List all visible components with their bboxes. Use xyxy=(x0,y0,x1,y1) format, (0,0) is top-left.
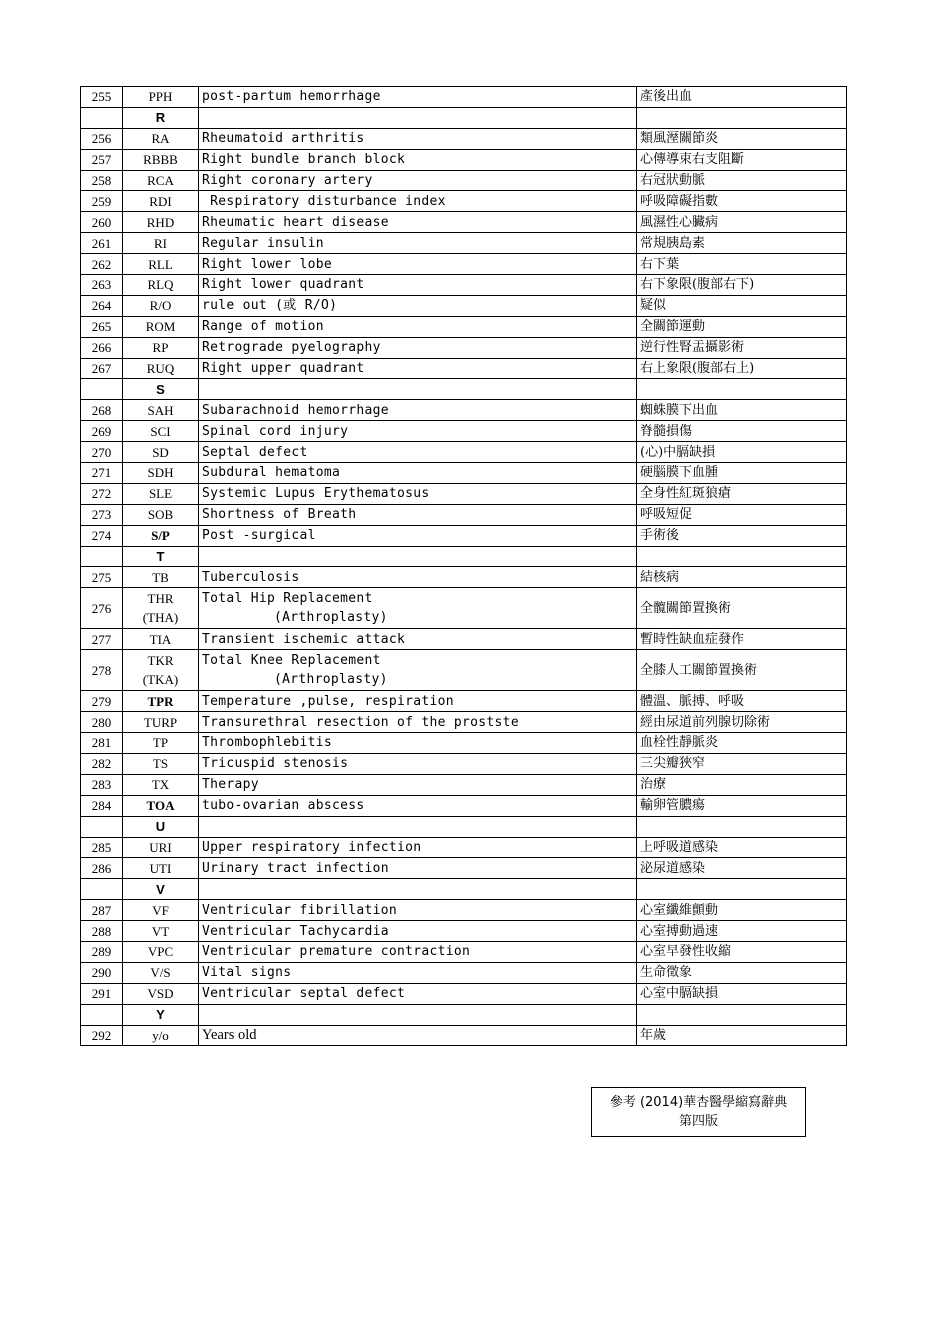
table-row xyxy=(81,191,847,212)
entry-number: 260 xyxy=(81,212,123,233)
table-row xyxy=(81,316,847,337)
table-row xyxy=(81,650,847,691)
abbreviation-line-1: THR xyxy=(147,591,174,607)
entry-chinese: 脊髓損傷 xyxy=(637,421,847,442)
table-row xyxy=(81,504,847,525)
entry-chinese: 上呼吸道感染 xyxy=(637,837,847,858)
table-row xyxy=(81,1025,847,1046)
reference-note xyxy=(591,1087,806,1137)
entry-chinese: 結核病 xyxy=(637,567,847,588)
entry-abbreviation: URI xyxy=(123,837,199,858)
table-row xyxy=(81,941,847,962)
entry-chinese: 風濕性心臟病 xyxy=(637,212,847,233)
entry-chinese: 手術後 xyxy=(637,525,847,546)
section-zh-cell xyxy=(637,107,847,128)
table-row xyxy=(81,149,847,170)
entry-chinese: 右下象限(腹部右下) xyxy=(637,275,847,296)
entry-number: 265 xyxy=(81,316,123,337)
entry-abbreviation: SOB xyxy=(123,504,199,525)
entry-english: Ventricular Tachycardia xyxy=(199,921,637,942)
entry-english: Post -surgical xyxy=(199,525,637,546)
section-header-row xyxy=(81,1004,847,1025)
entry-number: 256 xyxy=(81,128,123,149)
entry-english: Rheumatic heart disease xyxy=(199,212,637,233)
section-letter: V xyxy=(123,879,199,900)
table-row xyxy=(81,254,847,275)
entry-chinese: 全膝人工關節置換術 xyxy=(637,650,847,691)
entry-english: Thrombophlebitis xyxy=(199,733,637,754)
entry-english: Subdural hematoma xyxy=(199,463,637,484)
entry-english: Systemic Lupus Erythematosus xyxy=(199,483,637,504)
entry-number: 269 xyxy=(81,421,123,442)
section-letter: Y xyxy=(123,1004,199,1025)
entry-number: 255 xyxy=(81,87,123,108)
table-row xyxy=(81,295,847,316)
entry-abbreviation: RLQ xyxy=(123,275,199,296)
table-row xyxy=(81,753,847,774)
entry-abbreviation: RCA xyxy=(123,170,199,191)
table-row xyxy=(81,774,847,795)
section-en-cell xyxy=(199,879,637,900)
entry-english: Range of motion xyxy=(199,316,637,337)
entry-abbreviation: TURP xyxy=(123,712,199,733)
entry-chinese: 右下葉 xyxy=(637,254,847,275)
entry-number: 259 xyxy=(81,191,123,212)
entry-abbreviation: RHD xyxy=(123,212,199,233)
reference-line-1: 參考 (2014)華杏醫學縮寫辭典 xyxy=(609,1095,788,1110)
table-row xyxy=(81,337,847,358)
entry-number: 282 xyxy=(81,753,123,774)
entry-number: 257 xyxy=(81,149,123,170)
entry-english: Upper respiratory infection xyxy=(199,837,637,858)
entry-abbreviation xyxy=(123,588,199,629)
entry-chinese: 體溫、脈搏、呼吸 xyxy=(637,691,847,712)
english-line-1: Total Knee Replacement xyxy=(202,653,381,669)
entry-abbreviation: VT xyxy=(123,921,199,942)
entry-chinese: 全身性紅斑狼瘡 xyxy=(637,483,847,504)
section-letter: U xyxy=(123,816,199,837)
table-row xyxy=(81,712,847,733)
entry-chinese: 血栓性靜脈炎 xyxy=(637,733,847,754)
entry-english: Years old xyxy=(199,1025,637,1046)
entry-abbreviation: RBBB xyxy=(123,149,199,170)
abbreviation-line-2: (TKA) xyxy=(142,672,179,688)
entry-chinese: 右冠狀動脈 xyxy=(637,170,847,191)
entry-chinese: 右上象限(腹部右上) xyxy=(637,358,847,379)
entry-english: Septal defect xyxy=(199,442,637,463)
entry-number: 288 xyxy=(81,921,123,942)
section-en-cell xyxy=(199,1004,637,1025)
entry-abbreviation: RDI xyxy=(123,191,199,212)
table-row xyxy=(81,795,847,816)
entry-chinese: 疑似 xyxy=(637,295,847,316)
entry-abbreviation: RA xyxy=(123,128,199,149)
entry-number: 280 xyxy=(81,712,123,733)
section-header-row xyxy=(81,546,847,567)
entry-chinese: (心)中膈缺損 xyxy=(637,442,847,463)
table-row xyxy=(81,900,847,921)
entry-number: 275 xyxy=(81,567,123,588)
table-row xyxy=(81,691,847,712)
section-header-row xyxy=(81,879,847,900)
section-num-cell xyxy=(81,379,123,400)
section-zh-cell xyxy=(637,879,847,900)
entry-chinese: 呼吸短促 xyxy=(637,504,847,525)
entry-number: 278 xyxy=(81,650,123,691)
reference-line-2: 第四版 xyxy=(678,1114,718,1129)
entry-abbreviation: SAH xyxy=(123,400,199,421)
entry-number: 281 xyxy=(81,733,123,754)
entry-abbreviation: TIA xyxy=(123,629,199,650)
entry-number: 272 xyxy=(81,483,123,504)
entry-english: Transurethral resection of the prostste xyxy=(199,712,637,733)
section-num-cell xyxy=(81,816,123,837)
entry-abbreviation: TS xyxy=(123,753,199,774)
english-line-2: (Arthroplasty) xyxy=(274,672,388,688)
entry-abbreviation: SD xyxy=(123,442,199,463)
entry-abbreviation: TX xyxy=(123,774,199,795)
entry-abbreviation: TP xyxy=(123,733,199,754)
entry-chinese: 全髖關節置換術 xyxy=(637,588,847,629)
entry-number: 285 xyxy=(81,837,123,858)
table-body xyxy=(81,87,847,1046)
section-header-row xyxy=(81,107,847,128)
entry-number: 261 xyxy=(81,233,123,254)
entry-chinese: 心室中膈缺損 xyxy=(637,983,847,1004)
table-row xyxy=(81,212,847,233)
entry-abbreviation: ROM xyxy=(123,316,199,337)
entry-chinese: 呼吸障礙指數 xyxy=(637,191,847,212)
entry-english: rule out (或 R/O) xyxy=(199,295,637,316)
entry-number: 271 xyxy=(81,463,123,484)
entry-english: Right coronary artery xyxy=(199,170,637,191)
entry-abbreviation: SDH xyxy=(123,463,199,484)
entry-abbreviation: VPC xyxy=(123,941,199,962)
table-row xyxy=(81,983,847,1004)
entry-english: Respiratory disturbance index xyxy=(199,191,637,212)
table-row xyxy=(81,358,847,379)
entry-number: 270 xyxy=(81,442,123,463)
entry-chinese: 心室早發性收縮 xyxy=(637,941,847,962)
section-zh-cell xyxy=(637,816,847,837)
table-row xyxy=(81,837,847,858)
entry-number: 262 xyxy=(81,254,123,275)
entry-chinese: 常規胰島素 xyxy=(637,233,847,254)
table-row xyxy=(81,567,847,588)
entry-abbreviation: RLL xyxy=(123,254,199,275)
entry-number: 279 xyxy=(81,691,123,712)
table-row xyxy=(81,87,847,108)
entry-number: 273 xyxy=(81,504,123,525)
entry-abbreviation: UTI xyxy=(123,858,199,879)
english-line-2: (Arthroplasty) xyxy=(274,610,388,626)
abbreviation-line-1: TKR xyxy=(147,653,174,669)
entry-english: Ventricular premature contraction xyxy=(199,941,637,962)
entry-english xyxy=(199,650,637,691)
entry-chinese: 暫時性缺血症發作 xyxy=(637,629,847,650)
entry-abbreviation: V/S xyxy=(123,962,199,983)
entry-number: 264 xyxy=(81,295,123,316)
table-row xyxy=(81,483,847,504)
table-row xyxy=(81,525,847,546)
abbreviation-table xyxy=(80,86,847,1046)
entry-number: 268 xyxy=(81,400,123,421)
entry-chinese: 治療 xyxy=(637,774,847,795)
entry-abbreviation: SCI xyxy=(123,421,199,442)
table-row xyxy=(81,921,847,942)
entry-chinese: 逆行性腎盂攝影術 xyxy=(637,337,847,358)
entry-abbreviation: VSD xyxy=(123,983,199,1004)
section-letter: S xyxy=(123,379,199,400)
entry-english: Therapy xyxy=(199,774,637,795)
entry-english: Vital signs xyxy=(199,962,637,983)
table-row xyxy=(81,733,847,754)
entry-english: Right lower lobe xyxy=(199,254,637,275)
table-row xyxy=(81,442,847,463)
entry-abbreviation: S/P xyxy=(123,525,199,546)
entry-number: 277 xyxy=(81,629,123,650)
entry-number: 289 xyxy=(81,941,123,962)
table-row xyxy=(81,233,847,254)
entry-abbreviation: TPR xyxy=(123,691,199,712)
entry-chinese: 類風溼關節炎 xyxy=(637,128,847,149)
entry-abbreviation xyxy=(123,650,199,691)
table-row xyxy=(81,858,847,879)
section-zh-cell xyxy=(637,546,847,567)
section-en-cell xyxy=(199,107,637,128)
table-row xyxy=(81,275,847,296)
table-row xyxy=(81,962,847,983)
entry-english: Right upper quadrant xyxy=(199,358,637,379)
section-letter: T xyxy=(123,546,199,567)
entry-english: Subarachnoid hemorrhage xyxy=(199,400,637,421)
section-en-cell xyxy=(199,379,637,400)
entry-number: 290 xyxy=(81,962,123,983)
entry-english: tubo-ovarian abscess xyxy=(199,795,637,816)
entry-chinese: 蜘蛛膜下出血 xyxy=(637,400,847,421)
entry-number: 291 xyxy=(81,983,123,1004)
entry-english xyxy=(199,588,637,629)
entry-chinese: 泌尿道感染 xyxy=(637,858,847,879)
section-header-row xyxy=(81,816,847,837)
entry-abbreviation: RP xyxy=(123,337,199,358)
entry-english: post-partum hemorrhage xyxy=(199,87,637,108)
table-row xyxy=(81,588,847,629)
section-num-cell xyxy=(81,546,123,567)
section-zh-cell xyxy=(637,379,847,400)
entry-number: 286 xyxy=(81,858,123,879)
entry-number: 266 xyxy=(81,337,123,358)
entry-chinese: 硬腦膜下血腫 xyxy=(637,463,847,484)
entry-english: Shortness of Breath xyxy=(199,504,637,525)
entry-chinese: 產後出血 xyxy=(637,87,847,108)
entry-chinese: 經由尿道前列腺切除術 xyxy=(637,712,847,733)
entry-number: 274 xyxy=(81,525,123,546)
entry-number: 258 xyxy=(81,170,123,191)
table-row xyxy=(81,629,847,650)
entry-english: Rheumatoid arthritis xyxy=(199,128,637,149)
entry-abbreviation: TOA xyxy=(123,795,199,816)
entry-english: Retrograde pyelography xyxy=(199,337,637,358)
section-header-row xyxy=(81,379,847,400)
entry-abbreviation: VF xyxy=(123,900,199,921)
entry-number: 283 xyxy=(81,774,123,795)
entry-english: Right bundle branch block xyxy=(199,149,637,170)
section-en-cell xyxy=(199,816,637,837)
entry-abbreviation: TB xyxy=(123,567,199,588)
entry-chinese: 全關節運動 xyxy=(637,316,847,337)
entry-abbreviation: R/O xyxy=(123,295,199,316)
abbreviation-line-2: (THA) xyxy=(142,610,179,626)
entry-chinese: 輸卵管膿瘍 xyxy=(637,795,847,816)
entry-english: Right lower quadrant xyxy=(199,275,637,296)
entry-english: Tricuspid stenosis xyxy=(199,753,637,774)
entry-chinese: 生命徵象 xyxy=(637,962,847,983)
section-num-cell xyxy=(81,107,123,128)
entry-english: Transient ischemic attack xyxy=(199,629,637,650)
entry-english: Regular insulin xyxy=(199,233,637,254)
entry-english: Urinary tract infection xyxy=(199,858,637,879)
entry-abbreviation: PPH xyxy=(123,87,199,108)
section-num-cell xyxy=(81,879,123,900)
entry-abbreviation: RUQ xyxy=(123,358,199,379)
entry-number: 267 xyxy=(81,358,123,379)
entry-abbreviation: SLE xyxy=(123,483,199,504)
entry-number: 284 xyxy=(81,795,123,816)
section-en-cell xyxy=(199,546,637,567)
entry-english: Spinal cord injury xyxy=(199,421,637,442)
section-zh-cell xyxy=(637,1004,847,1025)
entry-chinese: 心室搏動過速 xyxy=(637,921,847,942)
section-letter: R xyxy=(123,107,199,128)
table-row xyxy=(81,421,847,442)
table-row xyxy=(81,170,847,191)
section-num-cell xyxy=(81,1004,123,1025)
entry-english: Ventricular fibrillation xyxy=(199,900,637,921)
entry-number: 287 xyxy=(81,900,123,921)
entry-chinese: 心傳導束右支阻斷 xyxy=(637,149,847,170)
table-row xyxy=(81,400,847,421)
entry-english: Ventricular septal defect xyxy=(199,983,637,1004)
english-line-1: Total Hip Replacement xyxy=(202,591,373,607)
table-row xyxy=(81,128,847,149)
entry-chinese: 心室纖維顫動 xyxy=(637,900,847,921)
entry-abbreviation: RI xyxy=(123,233,199,254)
entry-number: 292 xyxy=(81,1025,123,1046)
entry-english: Temperature ,pulse, respiration xyxy=(199,691,637,712)
entry-number: 263 xyxy=(81,275,123,296)
entry-chinese: 年歲 xyxy=(637,1025,847,1046)
entry-english: Tuberculosis xyxy=(199,567,637,588)
entry-chinese: 三尖瓣狹窄 xyxy=(637,753,847,774)
table-row xyxy=(81,463,847,484)
entry-abbreviation: y/o xyxy=(123,1025,199,1046)
entry-number: 276 xyxy=(81,588,123,629)
